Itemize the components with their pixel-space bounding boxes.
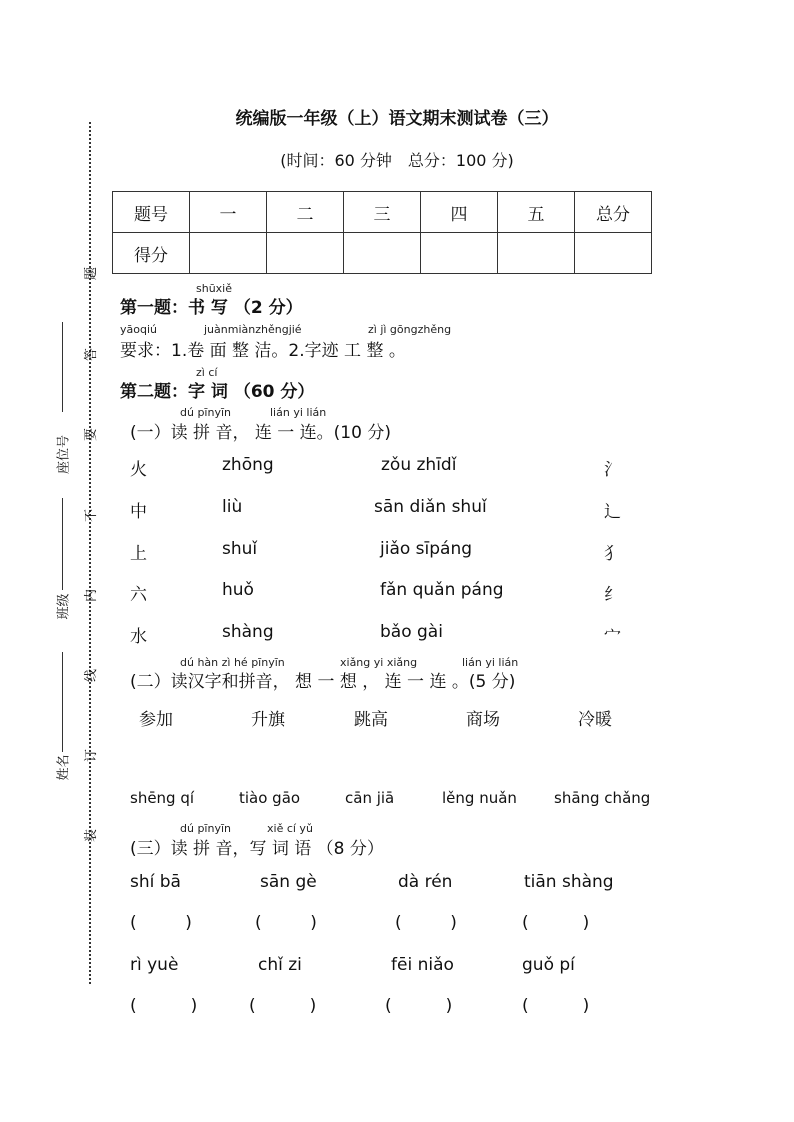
table-row [113, 192, 652, 233]
match-word[interactable]: 升旗 [251, 710, 285, 730]
part2-title: (二）读汉字和拼音， 想 一 想 ， 连 一 连 。(5 分) [130, 672, 516, 692]
word-pinyin: chǐ zi [258, 955, 302, 975]
table-cell: 总分 [575, 192, 652, 233]
binding-dotted-line [89, 122, 91, 984]
pinyin-annotation: dú pīnyīn [180, 822, 231, 835]
match-char[interactable]: 水 [130, 627, 147, 647]
binding-char: 题 [84, 266, 100, 281]
match-radical-name[interactable]: sān diǎn shuǐ [374, 497, 487, 517]
pinyin-annotation: zì cí [196, 366, 218, 379]
answer-blank[interactable]: ( ) [130, 913, 192, 933]
binding-char: 订 [84, 748, 100, 763]
answer-blank[interactable]: ( ) [385, 996, 453, 1016]
match-char[interactable]: 火 [130, 460, 147, 480]
match-pinyin[interactable]: shàng [222, 622, 274, 642]
match-radical[interactable]: 宀 [604, 627, 621, 647]
table-cell: 题号 [113, 192, 190, 233]
match-radical[interactable]: 纟 [604, 585, 621, 605]
match-pinyin[interactable]: huǒ [222, 580, 254, 600]
score-cell[interactable] [575, 233, 652, 274]
match-word-pinyin[interactable]: cān jiā [345, 789, 395, 807]
word-pinyin: rì yuè [130, 955, 179, 975]
match-word[interactable]: 参加 [139, 710, 173, 730]
pinyin-annotation: shūxiě [196, 282, 233, 295]
pinyin-annotation: lián yi lián [462, 656, 519, 669]
answer-blank[interactable]: ( ) [522, 913, 590, 933]
table-cell: 一 [190, 192, 267, 233]
binding-char: 内 [84, 588, 100, 603]
match-word[interactable]: 跳高 [354, 710, 388, 730]
pinyin-annotation: zì jì gōngzhěng [368, 323, 452, 336]
word-pinyin: shí bā [130, 872, 181, 892]
name-blank[interactable] [62, 652, 63, 752]
seat-number-label: 座位号 [56, 435, 72, 475]
table-cell: 得分 [113, 233, 190, 274]
match-char[interactable]: 上 [130, 544, 147, 564]
match-word[interactable]: 冷暖 [578, 710, 612, 730]
pinyin-annotation: xiě cí yǔ [267, 822, 313, 835]
answer-blank[interactable]: ( ) [130, 996, 198, 1016]
answer-blank[interactable]: ( ) [255, 913, 317, 933]
match-char[interactable]: 中 [130, 502, 147, 522]
exam-info: (时间：60 分钟 总分：100 分) [280, 151, 514, 170]
binding-char: 线 [84, 668, 100, 683]
requirement-label: 要求： [120, 341, 171, 361]
table-cell: 三 [344, 192, 421, 233]
match-word-pinyin[interactable]: shēng qí [130, 789, 195, 807]
match-word-pinyin[interactable]: tiào gāo [239, 789, 301, 807]
seat-number-blank[interactable] [62, 322, 63, 412]
table-cell: 二 [267, 192, 344, 233]
pinyin-annotation: xiǎng yi xiǎng [340, 656, 418, 669]
word-pinyin: guǒ pí [522, 955, 575, 975]
part1-title: (一）读 拼 音， 连 一 连。(10 分) [130, 423, 391, 443]
class-label: 班级 [56, 593, 72, 620]
requirement-text: 1.卷 面 整 洁。2.字迹 工 整 。 [171, 341, 406, 361]
score-cell[interactable] [421, 233, 498, 274]
binding-char: 答 [84, 347, 100, 362]
match-word-pinyin[interactable]: shāng chǎng [554, 789, 651, 807]
match-radical[interactable]: 辶 [604, 502, 621, 522]
page-title: 统编版一年级（上）语文期末测试卷（三） [235, 109, 559, 129]
score-cell[interactable] [190, 233, 267, 274]
match-word[interactable]: 商场 [466, 710, 500, 730]
answer-blank[interactable]: ( ) [395, 913, 457, 933]
match-radical-name[interactable]: fǎn quǎn páng [380, 580, 504, 600]
answer-blank[interactable]: ( ) [522, 996, 590, 1016]
part3-title: (三）读 拼 音，写 词 语 （8 分） [130, 839, 384, 859]
table-cell: 四 [421, 192, 498, 233]
section1-title: 第一题：书 写 （2 分） [120, 298, 303, 318]
score-cell[interactable] [267, 233, 344, 274]
pinyin-annotation: lián yi lián [270, 406, 327, 419]
name-label: 姓名 [56, 754, 72, 781]
word-pinyin: sān gè [260, 872, 317, 892]
match-pinyin[interactable]: zhōng [222, 455, 274, 475]
section1-requirement [120, 336, 406, 361]
binding-char: 装 [84, 828, 100, 843]
word-pinyin: tiān shàng [524, 872, 614, 892]
pinyin-annotation: dú pīnyīn [180, 406, 231, 419]
match-pinyin[interactable]: liù [222, 497, 243, 517]
match-pinyin[interactable]: shuǐ [222, 539, 258, 559]
match-char[interactable]: 六 [130, 585, 147, 605]
table-cell: 五 [498, 192, 575, 233]
binding-char: 不 [84, 508, 100, 523]
match-radical-name[interactable]: zǒu zhīdǐ [381, 455, 457, 475]
section2-title: 第二题：字 词 （60 分） [120, 382, 315, 402]
pinyin-annotation: yāoqiú [120, 323, 157, 336]
match-radical[interactable]: 氵 [604, 460, 621, 480]
match-word-pinyin[interactable]: lěng nuǎn [442, 789, 517, 807]
word-pinyin: fēi niǎo [391, 955, 454, 975]
match-radical[interactable]: 犭 [604, 544, 621, 564]
score-cell[interactable] [498, 233, 575, 274]
pinyin-annotation: dú hàn zì hé pīnyīn [180, 656, 285, 669]
binding-char: 要 [84, 427, 100, 442]
match-radical-name[interactable]: jiǎo sīpáng [380, 539, 473, 559]
answer-blank[interactable]: ( ) [249, 996, 317, 1016]
class-blank[interactable] [62, 498, 63, 590]
table-row [113, 233, 652, 274]
word-pinyin: dà rén [398, 872, 453, 892]
match-radical-name[interactable]: bǎo gài [380, 622, 443, 642]
pinyin-annotation: juànmiànzhěngjié [204, 323, 302, 336]
score-table [112, 191, 652, 274]
score-cell[interactable] [344, 233, 421, 274]
